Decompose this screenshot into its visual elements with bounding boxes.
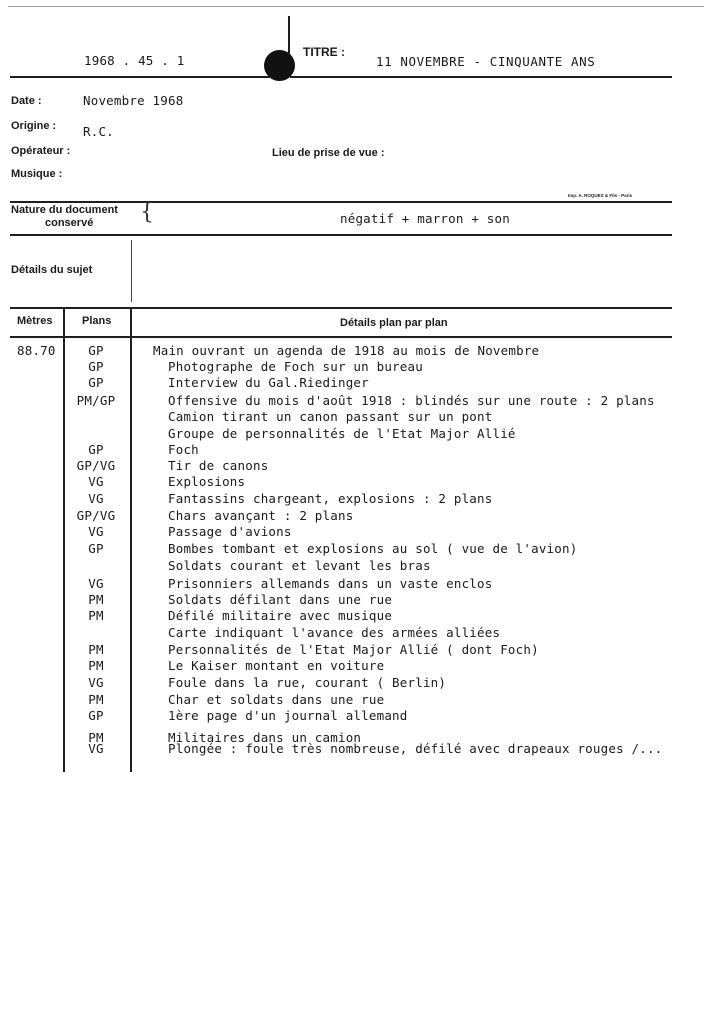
plan-code: VG	[88, 474, 104, 489]
nature-bottom-rule	[10, 234, 672, 236]
plan-detail: Personnalités de l'Etat Major Allié ( dont Foch)	[168, 642, 539, 657]
reference-number: 1968 . 45 . 1	[84, 53, 185, 68]
plan-detail: Soldats courant et levant les bras	[168, 558, 431, 573]
plan-detail: Carte indiquant l'avance des armées alliées	[168, 625, 501, 640]
plan-code: GP	[88, 343, 104, 358]
plan-detail: Passage d'avions	[168, 524, 292, 539]
plan-code: GP	[88, 541, 104, 556]
plan-detail: Plongée : foule très nombreuse, défilé avec drapeaux rouges /...	[168, 741, 663, 756]
plan-detail: Prisonniers allemands dans un vaste enclos	[168, 576, 493, 591]
operateur-label: Opérateur :	[11, 145, 71, 157]
plan-detail: 1ère page d'un journal allemand	[168, 708, 408, 723]
plan-detail: Foule dans la rue, courant ( Berlin)	[168, 675, 447, 690]
plan-detail: Foch	[168, 442, 199, 457]
nature-value: négatif + marron + son	[340, 211, 510, 226]
plan-detail: Interview du Gal.Riedinger	[168, 375, 369, 390]
plan-code: PM	[88, 592, 104, 607]
header-rule-right	[290, 76, 672, 78]
plan-detail: Groupe de personnalités de l'Etat Major Allié	[168, 426, 516, 441]
origine-label: Origine :	[11, 120, 57, 132]
nature-brace: {	[140, 200, 154, 225]
printer-credit: Imp. A. ROQUES & Fils - Paris	[568, 193, 633, 198]
top-edge-line	[8, 6, 704, 7]
header-rule	[10, 76, 272, 78]
plan-detail: Soldats défilant dans une rue	[168, 592, 393, 607]
plan-code: VG	[88, 675, 104, 690]
details-sujet-label: Détails du sujet	[11, 264, 93, 276]
plan-detail: Explosions	[168, 474, 246, 489]
date-value: Novembre 1968	[83, 93, 184, 108]
details-sujet-bracket	[131, 240, 132, 302]
plan-code: GP	[88, 375, 104, 390]
plan-detail: Chars avançant : 2 plans	[168, 508, 354, 523]
header-plans: Plans	[82, 315, 112, 327]
titre-value: 11 NOVEMBRE - CINQUANTE ANS	[376, 54, 596, 69]
header-metres: Mètres	[17, 315, 53, 327]
plan-code: PM/GP	[76, 393, 116, 408]
plan-detail: Militaires dans un camion	[168, 730, 362, 745]
plan-code: GP/VG	[76, 458, 116, 473]
nature-label-line2: conservé	[45, 217, 94, 229]
plan-code: VG	[88, 741, 104, 756]
plan-code: PM	[88, 642, 104, 657]
plan-detail: Tir de canons	[168, 458, 269, 473]
plan-code: GP	[88, 359, 104, 374]
plan-detail: Photographe de Foch sur un bureau	[168, 359, 423, 374]
plan-code: PM	[88, 730, 104, 745]
plan-detail: Défilé militaire avec musique	[168, 608, 393, 623]
table-header-rule	[10, 336, 672, 338]
nature-label-line1: Nature du document	[11, 204, 118, 216]
plan-code: PM	[88, 658, 104, 673]
musique-label: Musique :	[11, 168, 63, 180]
titre-label: TITRE :	[303, 45, 345, 59]
plan-code: VG	[88, 491, 104, 506]
plan-detail: Bombes tombant et explosions au sol ( vue de l'avion)	[168, 541, 578, 556]
plan-detail: Char et soldats dans une rue	[168, 692, 385, 707]
plan-code: PM	[88, 608, 104, 623]
header-details: Détails plan par plan	[340, 317, 448, 329]
metres-value: 88.70	[17, 343, 56, 358]
plan-detail: Camion tirant un canon passant sur un pont	[168, 409, 493, 424]
plan-code: GP	[88, 708, 104, 723]
plan-detail: Main ouvrant un agenda de 1918 au mois de Novembre	[153, 343, 540, 358]
plan-code: GP	[88, 442, 104, 457]
col-divider-2	[130, 308, 132, 772]
plan-code: VG	[88, 576, 104, 591]
plan-code: VG	[88, 524, 104, 539]
date-label: Date :	[11, 95, 42, 107]
plan-code: GP/VG	[76, 508, 116, 523]
origine-value: R.C.	[83, 124, 114, 139]
nature-top-rule	[10, 201, 672, 203]
lieu-label: Lieu de prise de vue :	[272, 147, 385, 159]
plan-detail: Le Kaiser montant en voiture	[168, 658, 385, 673]
plan-code: PM	[88, 692, 104, 707]
plan-detail: Offensive du mois d'août 1918 : blindés sur une route : 2 plans	[168, 393, 655, 408]
table-top-rule	[10, 307, 672, 309]
col-divider-1	[63, 308, 65, 772]
plan-detail: Fantassins chargeant, explosions : 2 plans	[168, 491, 493, 506]
